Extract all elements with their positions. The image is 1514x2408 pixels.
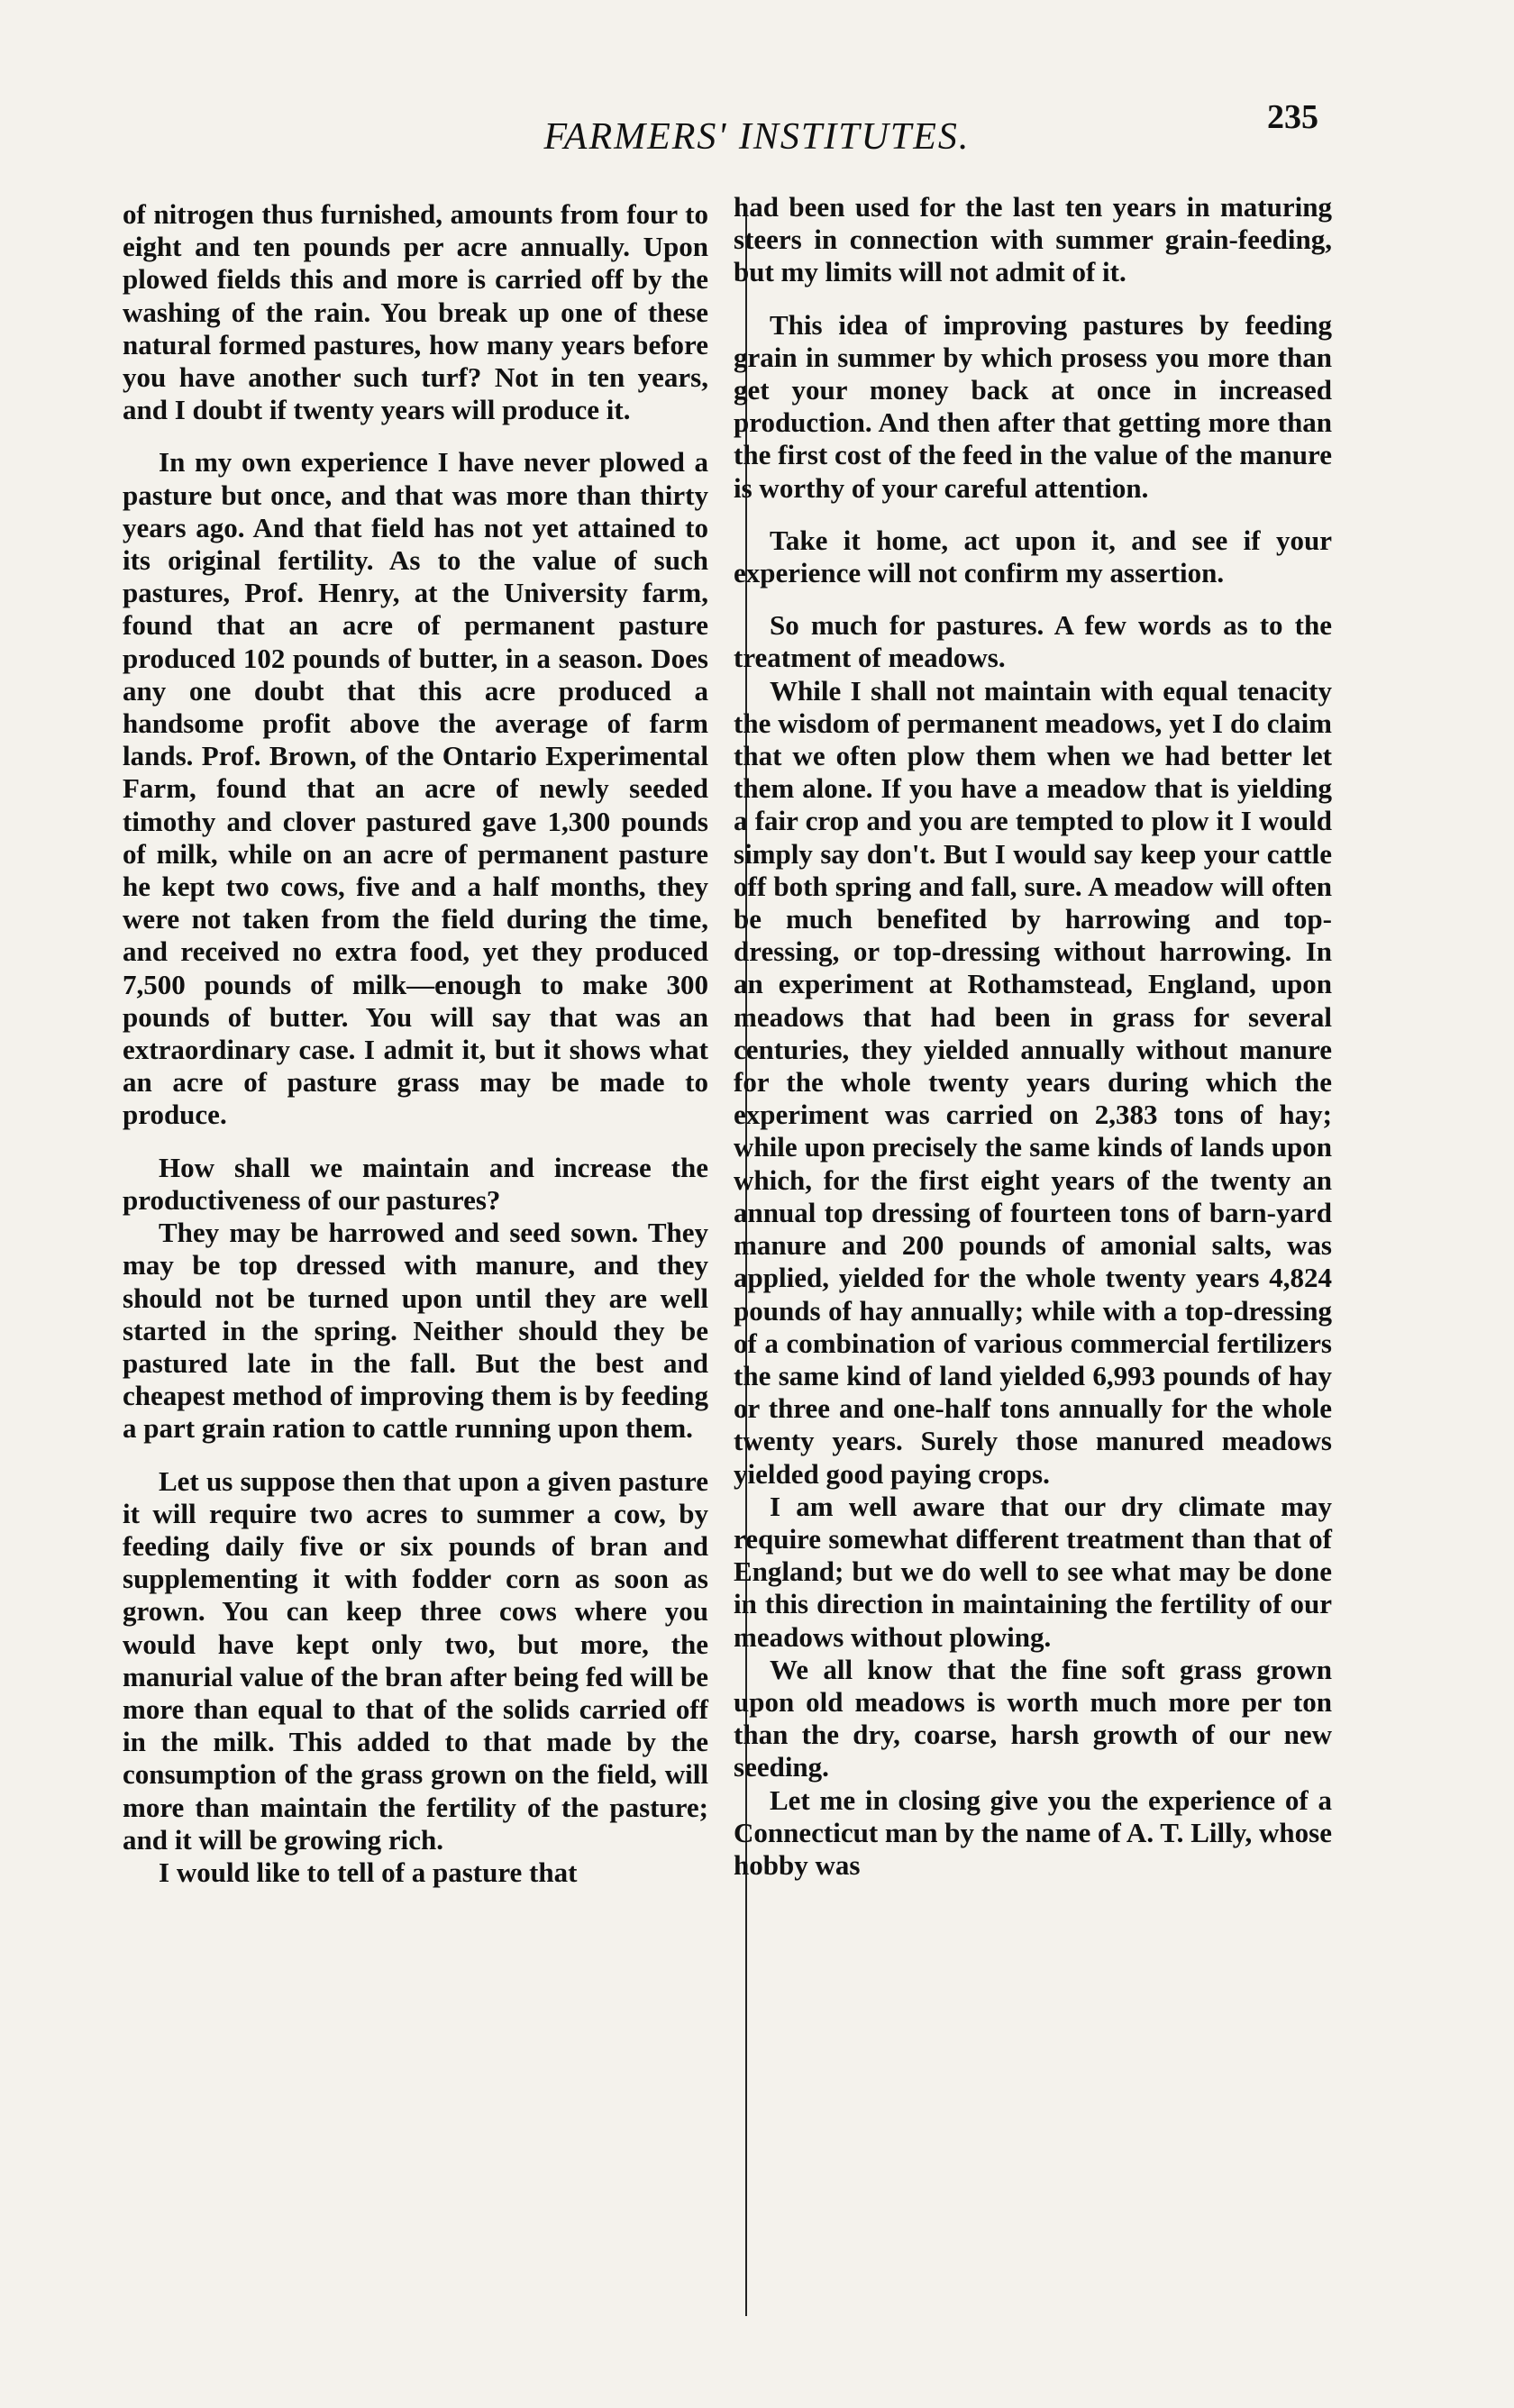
- paragraph: They may be harrowed and seed sown. They may be top dressed with manure, and they should not be turned upon until they are well started in the spring. Neither should they be pastured late in the fall. But the best and cheapest method of improving them is by feeding a part grain ration to cattle running upon them.: [123, 1217, 708, 1445]
- paragraph: So much for pastures. A few words as to the treatment of meadows.: [734, 609, 1332, 674]
- paragraph: While I shall not maintain with equal tenacity the wisdom of permanent meadows, yet I do claim that we often plow them when we had better let them alone. If you have a meadow that is yielding a fair crop and you are tempted to plow it I would simply say don't. But I would say keep your cattle off both spring and fall, sure. A meadow will often be much benefited by harrowing and top-dressing, or top-dressing without harrowing. In an experiment at Rothamstead, England, upon meadows that had been in grass for several centuries, they yielded annually without manure for the whole twenty years during which the experiment was carried on 2,383 tons of hay; while upon precisely the same kinds of lands upon which, for the first eight years of the twenty an annual top dressing of fourteen tons of barn-yard manure and 200 pounds of amonial salts, was applied, yielded for the whole twenty years 4,824 pounds of hay annually; while with a top-dressing of a combination of various commercial fertilizers the same kind of land yielded 6,993 pounds of hay or three and one-half tons annually for the whole twenty years. Surely those manured meadows yielded good paying crops.: [734, 674, 1332, 1490]
- running-title: FARMERS' INSTITUTES.: [543, 116, 971, 158]
- paragraph: had been used for the last ten years in maturing steers in connection with summer grain-feeding, but my limits will not admit of it.: [734, 191, 1332, 288]
- page-number: 235: [1267, 98, 1318, 136]
- right-column: [734, 191, 1332, 1902]
- paragraph: Let us suppose then that upon a given pasture it will require two acres to summer a cow, by feeding daily five or six pounds of bran and supplementing it with fodder corn as soon as grown. You can keep three cows where you would have kept only two, but more, the manurial value of the bran after being fed will be more than equal to that of the solids carried off in the milk. This added to that made by the consumption of the grass grown on the field, will more than maintain the fertility of the pasture; and it will be growing rich.: [123, 1464, 708, 1856]
- paragraph: We all know that the fine soft grass grown upon old meadows is worth much more per ton than the dry, coarse, harsh growth of our new seeding.: [734, 1653, 1332, 1783]
- paragraph: This idea of improving pastures by feeding grain in summer by which prosess you more than get your money back at once in increased production. And then after that getting more than the first cost of the feed in the value of the manure is worthy of your careful attention.: [734, 308, 1332, 504]
- paragraph: Take it home, act upon it, and see if your experience will not confirm my assertion.: [734, 524, 1332, 589]
- paragraph: I am well aware that our dry climate may require somewhat different treatment than that of England; but we do well to see what may be done in this direction in maintaining the fertility of our meadows without plowing.: [734, 1490, 1332, 1653]
- paragraph: Let me in closing give you the experience of a Connecticut man by the name of A. T. Lilly, whose hobby was: [734, 1783, 1332, 1881]
- paragraph: How shall we maintain and increase the productiveness of our pastures?: [123, 1151, 708, 1216]
- left-column: [123, 198, 708, 1909]
- paragraph: I would like to tell of a pasture that: [159, 1856, 578, 1888]
- paragraph: of nitrogen thus furnished, amounts from four to eight and ten pounds per acre annually. Upon plowed fields this and more is carried off by the washing of the rain. You break up one of these natural formed pastures, how many years before you have another such turf? Not in ten years, and I doubt if twenty years will produce it.: [123, 198, 708, 426]
- paragraph: In my own experience I have never plowed a pasture but once, and that was more than thirty years ago. And that field has not yet attained to its original fertility. As to the value of such pastures, Prof. Henry, at the University farm, found that an acre of permanent pasture produced 102 pounds of butter, in a season. Does any one doubt that this acre produced a handsome profit above the average of farm lands. Prof. Brown, of the Ontario Experimental Farm, found that an acre of newly seeded timothy and clover pastured gave 1,300 pounds of milk, while on an acre of permanent pasture he kept two cows, five and a half months, they were not taken from the field during the time, and received no extra food, yet they produced 7,500 pounds of milk—enough to make 300 pounds of butter. You will say that was an extraordinary case. I admit it, but it shows what an acre of pasture grass may be made to produce.: [123, 446, 708, 1131]
